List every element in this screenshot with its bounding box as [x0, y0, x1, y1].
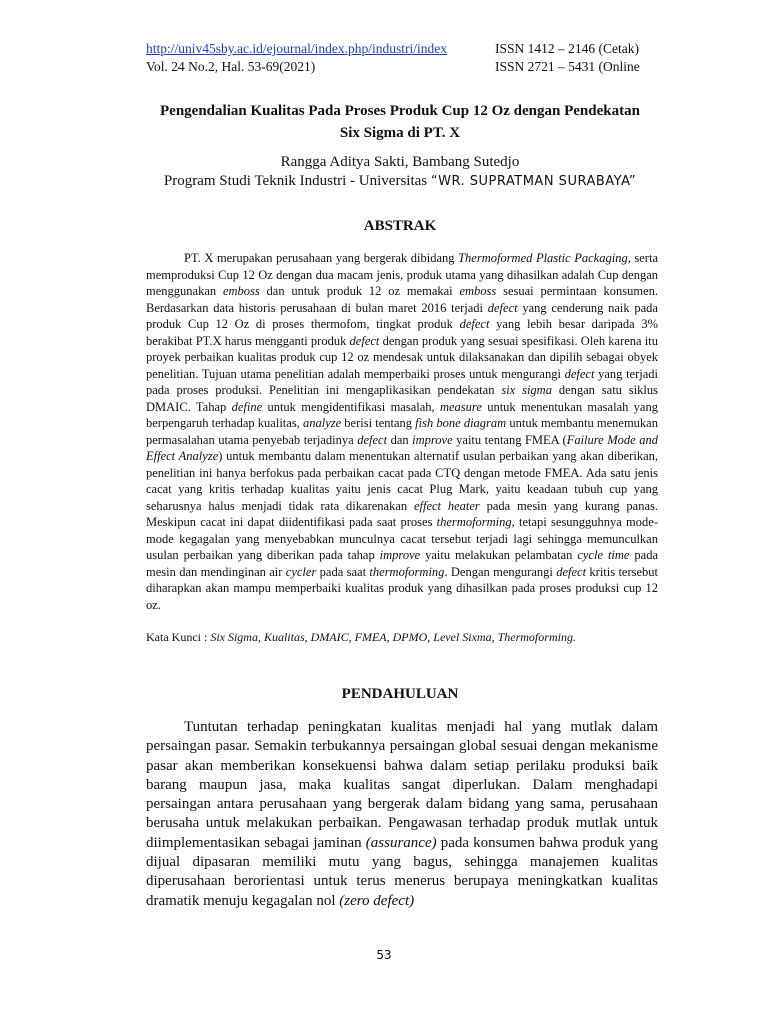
- affiliation-prefix: Program Studi Teknik Industri - Universitas: [163, 173, 431, 189]
- issn-online: ISSN 2721 – 5431 (Online: [495, 59, 640, 74]
- abstract-text: yang terjadi pada proses produksi. Penelitian ini mengaplikasikan pendekatan: [146, 366, 658, 397]
- section-heading-introduction: PENDAHULUAN: [341, 686, 459, 702]
- abstract-text: berisi tentang: [341, 416, 416, 430]
- abstract-text: ) untuk membantu dalam menentukan alternatif usulan perbaikan yang akan diberikan, penelitian ini hanya berfokus pada perbaikan cacat pada CTQ dengan metode FMEA. Ada satu jenis cacat yang kritis terhadap kualitas yaitu jenis cacat Plug Mark, yaitu keadaan tubuh cup yang seharusnya halus menjadi tidak rata dikarenakan: [146, 449, 658, 513]
- abstract-italic: thermoforming: [436, 515, 512, 529]
- title-line-1: Pengendalian Kualitas Pada Proses Produk Cup 12 Oz dengan Pendekatan: [160, 103, 640, 119]
- intro-text: Tuntutan terhadap peningkatan kualitas menjadi hal yang mutlak dalam persaingan pasar. Semakin terbukannya persaingan global sesuai dengan mekanisme pasar akan memberikan konsekuensi bahwa dalam setiap perilaku produksi baik barang maupun jasa, maka kualitas sangat diperlukan. Dalam menghadapi persaingan antara perusahaan yang bergerak dalam bidang yang sama, perusahaan berusaha untuk melakukan perbaikan. Pengawasan terhadap produk mutlak untuk diimplementasikan sebagai jaminan: [146, 719, 658, 851]
- abstract-italic: define: [231, 399, 263, 414]
- journal-url-link[interactable]: http://univ45sby.ac.id/ejournal/index.php/industri/index: [146, 41, 447, 56]
- abstract-italic: measure: [439, 399, 482, 414]
- abstract-text: dan untuk produk 12 oz memakai: [259, 284, 460, 298]
- abstract-italic: defect: [357, 432, 388, 447]
- abstract-italic: fish bone diagram: [415, 416, 507, 430]
- abstract-italic: defect: [349, 333, 380, 348]
- introduction-paragraph: [146, 718, 658, 911]
- abstract-text: sesuai permintaan konsumen. Berdasarkan data historis perusahaan di bulan maret 2016 terjadi: [146, 284, 658, 315]
- abstract-text: , tetapi sesungguhnya mode-mode kegagalan yang menyebabkan munculnya cacat tersebut terjadi lagi sehingga memunculkan usulan perbaikan yang diberikan pada tahap: [146, 515, 658, 562]
- intro-italic: (zero defect): [339, 892, 415, 909]
- abstract-text: dengan produk yang sesuai spesifikasi. Oleh karena itu proyek perbaikan kualitas produk cup 12 oz mendesak untuk dilaksanakan dan dipilih sebagai obyek penelitian. Tujuan utama penelitian adalah memperbaiki proses untuk mengurangi: [146, 333, 658, 381]
- abstract-italic: Failure Mode and Effect Analyze: [146, 432, 658, 463]
- abstract-text: yang lebih besar daripada 3% berakibat PT.X harus mengganti produk: [146, 317, 658, 348]
- abstract-italic: defect: [556, 564, 587, 579]
- abstract-paragraph: [146, 250, 658, 613]
- abstract-italic: thermoforming: [369, 564, 445, 579]
- intro-italic: (assurance): [365, 834, 437, 851]
- abstract-italic: emboss: [459, 284, 497, 298]
- abstract-text: untuk mengidentifikasi masalah,: [262, 399, 440, 414]
- abstract-italic: effect heater: [413, 498, 480, 513]
- abstract-text: PT. X merupakan perusahaan yang bergerak dibidang: [184, 251, 459, 265]
- abstract-text: yaitu tentang FMEA (: [452, 432, 567, 447]
- abstract-italic: cycle time: [577, 548, 630, 562]
- issn-print: ISSN 1412 – 2146 (Cetak): [495, 41, 639, 56]
- keywords: [146, 630, 576, 645]
- abstract-italic: improve: [412, 432, 453, 447]
- abstract-italic: defect: [459, 317, 490, 331]
- abstract-italic: defect: [564, 366, 595, 381]
- abstract-italic: six sigma: [501, 383, 552, 397]
- abstract-text: pada mesin dan mendinginan air: [146, 548, 658, 579]
- page-number: 53: [376, 948, 392, 962]
- abstract-text: yaitu melakukan pelambatan: [420, 548, 578, 562]
- abstract-text: pada mesin yang kurang panas. Meskipun cacat ini dapat diidentifikasi pada saat proses: [146, 498, 658, 529]
- abstract-text: pada saat: [316, 564, 370, 579]
- abstract-text: serta memproduksi Cup 12 Oz dengan dua macam jenis, produk utama yang dihasilkan adalah Cup dengan menggunakan: [146, 251, 658, 298]
- keywords-label: Kata Kunci :: [146, 630, 211, 644]
- abstract-italic: defect: [487, 300, 518, 315]
- abstract-text: kritis tersebut diharapkan akan mampu memperbaiki kualitas produk yang dihasilkan pada proses produksi cup 12 oz.: [146, 564, 659, 612]
- abstract-italic: improve: [379, 548, 421, 562]
- abstract-text: untuk menentukan masalah yang berpengaruh terhadap kualitas,: [146, 399, 658, 430]
- authors: Rangga Aditya Sakti, Bambang Sutedjo: [280, 154, 520, 170]
- author-block: [100, 153, 700, 191]
- abstract-text: . Dengan mengurangi: [444, 564, 557, 579]
- abstract-text: dan: [387, 432, 413, 447]
- journal-header-left: [146, 40, 447, 76]
- abstract-italic: cycler: [285, 564, 317, 579]
- abstract-italic: Thermoformed Plastic Packaging,: [458, 251, 631, 265]
- intro-text: pada konsumen bahwa produk yang dijual dipasaran memiliki mutu yang bagus, sehingga manajemen kualitas diperusahaan berorientasi untuk terus menerus berupaya meningkatkan kualitas dramatik menuju kegagalan nol: [146, 834, 658, 909]
- affiliation: [164, 173, 636, 189]
- journal-header-right: [495, 40, 640, 76]
- abstract-text: yang cenderung naik pada produk Cup 12 Oz di proses thermofom, tingkat produk: [146, 300, 658, 331]
- paper-title: [120, 100, 680, 144]
- volume-info: Vol. 24 No.2, Hal. 53-69(2021): [146, 59, 316, 74]
- title-line-2: Six Sigma di PT. X: [339, 125, 461, 141]
- abstract-heading: ABSTRAK: [363, 218, 437, 234]
- abstract-text: untuk membantu menemukan permasalahan utama penyebab terjadinya: [146, 416, 658, 447]
- affiliation-university: “WR. SUPRATMAN SURABAYA”: [430, 174, 637, 189]
- abstract-italic: analyze: [302, 416, 342, 430]
- abstract-italic: emboss: [222, 284, 260, 298]
- abstract-text: dengan satu siklus DMAIC. Tahap: [146, 383, 658, 414]
- keywords-list: Six Sigma, Kualitas, DMAIC, FMEA, DPMO, Level Sixma, Thermoforming.: [210, 630, 576, 644]
